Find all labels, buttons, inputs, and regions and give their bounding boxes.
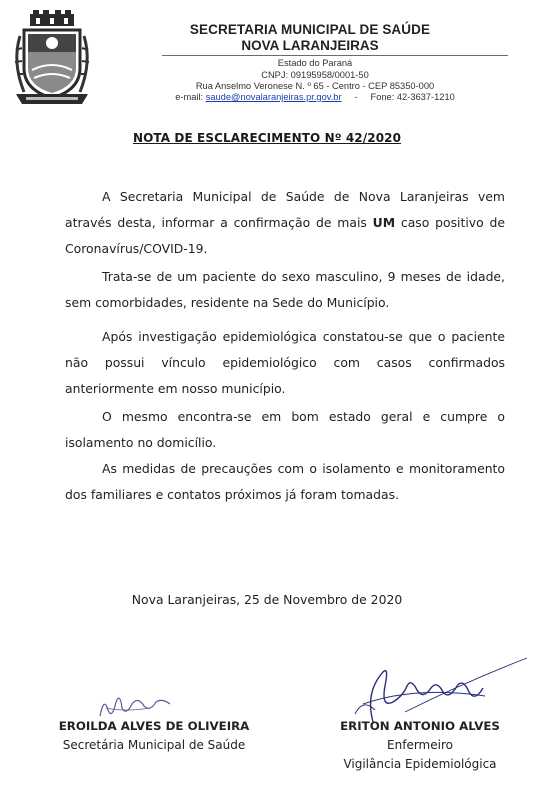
paragraph-1-bold: UM [372,215,396,230]
signer-left-name: EROILDA ALVES DE OLIVEIRA [58,719,250,733]
signature-left [94,690,174,720]
header-divider [162,55,508,56]
document-title: NOTA DE ESCLARECIMENTO Nº 42/2020 [132,131,402,145]
contact-line [120,92,510,102]
paragraph-1-text: A Secretaria Municipal de Saúde de Nova Laranjeiras vem através desta, informar a confirmação de mais [65,189,505,230]
contact-separator: - [354,92,358,102]
paragraph-1-text-end: caso positivo de Coronavírus/COVID-19. [65,215,506,256]
paragraph-1 [65,184,505,262]
signer-right-department: Vigilância Epidemiológica [343,757,497,771]
signer-left-role: Secretária Municipal de Saúde [62,738,246,752]
address-line: Rua Anselmo Veronese N. º 65 - Centro - CEP 85350-000 [195,81,435,91]
signature-right [345,652,530,727]
phone-text: Fone: 42-3637-1210 [370,92,455,102]
paragraph-3: Após investigação epidemiológica constatou-se que o paciente não possui vínculo epidemiológico com casos confirmados anteriormente em nosso município. [65,329,505,396]
paragraph-5: As medidas de precauções com o isolamento e monitoramento dos familiares e contatos próximos já foram tomadas. [65,461,505,502]
municipality-title: NOVA LARANJEIRAS [241,38,379,53]
state-line: Estado do Paraná [277,58,353,68]
paragraph-4: O mesmo encontra-se em bom estado geral e cumpre o isolamento no domicílio. [65,409,505,450]
signer-right-name: ERITON ANTONIO ALVES [340,719,500,733]
email-link[interactable]: saude@novalaranjeiras.pr.gov.br [205,92,342,102]
municipal-crest-logo [10,10,94,110]
secretaria-title: SECRETARIA MUNICIPAL DE SAÚDE [189,22,431,37]
paragraph-2: Trata-se de um paciente do sexo masculino, 9 meses de idade, sem comorbidades, residente na Sede do Município. [65,269,505,310]
cnpj-line: CNPJ: 09195958/0001-50 [261,70,369,80]
email-label: e-mail: [175,92,206,102]
document-date: Nova Laranjeiras, 25 de Novembro de 2020 [131,592,403,607]
signer-right-role: Enfermeiro [387,738,453,752]
